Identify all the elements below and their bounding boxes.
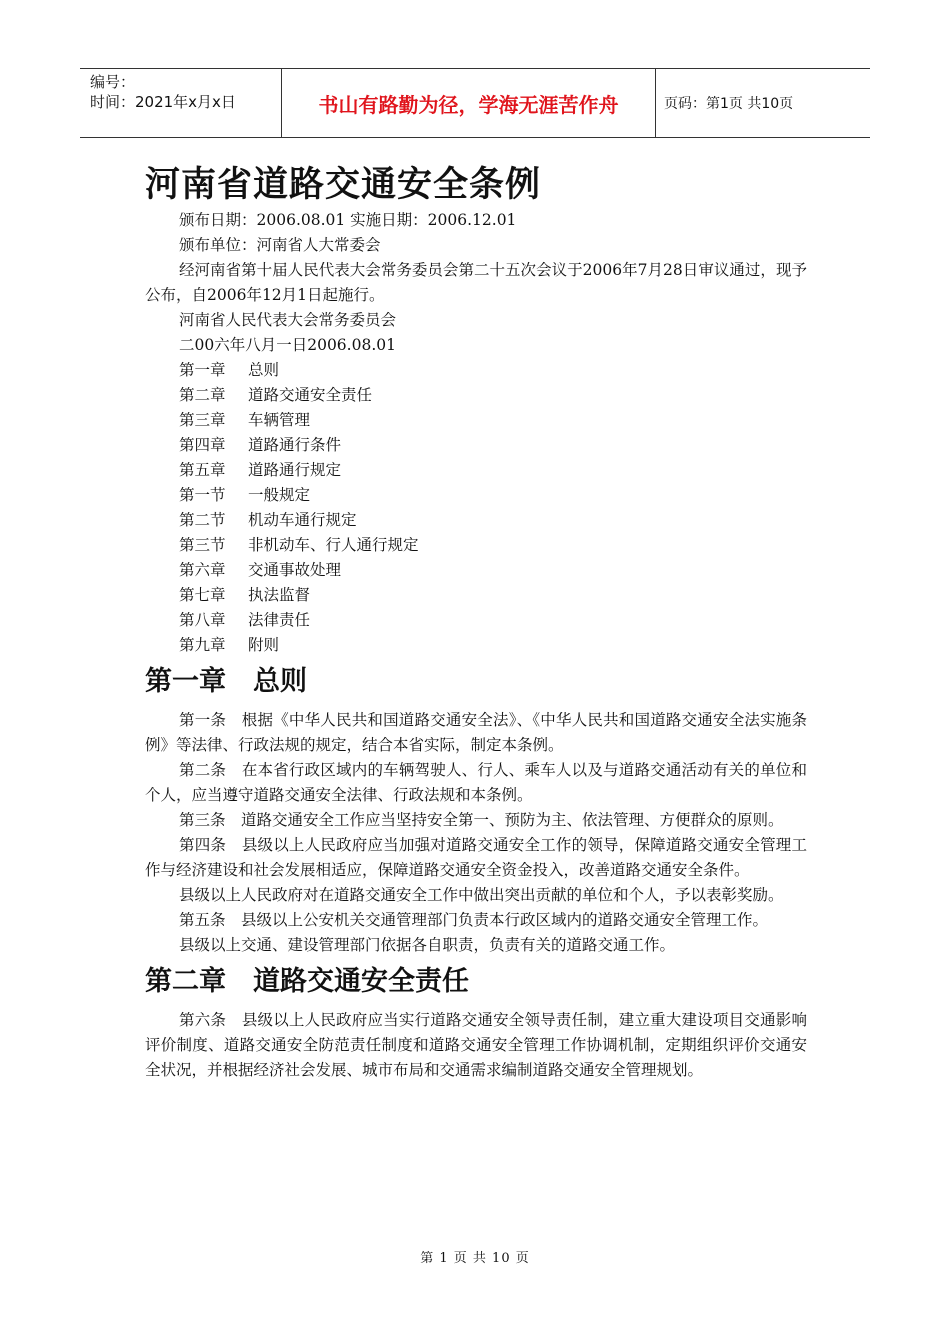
header-page-info: 页码：第1页 共10页 bbox=[664, 96, 794, 112]
toc-item bbox=[145, 433, 807, 458]
toc-num: 第七章 bbox=[179, 586, 226, 604]
article-paragraph: 县级以上人民政府对在道路交通安全工作中做出突出贡献的单位和个人，予以表彰奖励。 bbox=[179, 886, 784, 904]
toc-item bbox=[145, 408, 807, 433]
toc-item bbox=[145, 558, 807, 583]
header-motto: 书山有路勤为径，学海无涯苦作舟 bbox=[281, 69, 656, 137]
chapter-heading: 第二章 道路交通安全责任 bbox=[145, 966, 469, 997]
number-label: 编号： bbox=[90, 73, 136, 91]
toc-num: 第一节 bbox=[179, 486, 226, 504]
toc-item bbox=[145, 508, 807, 533]
toc-title: 一般规定 bbox=[248, 486, 311, 504]
toc-title: 总则 bbox=[248, 361, 280, 379]
toc-title: 机动车通行规定 bbox=[248, 511, 357, 529]
meta-approval: 经河南省第十届人民代表大会常务委员会第二十五次会议于2006年7月28日审议通过，现予公布，自2006年12月1日起施行。 bbox=[145, 261, 807, 304]
toc-item bbox=[145, 633, 807, 658]
toc-title: 车辆管理 bbox=[248, 411, 311, 429]
toc-title: 执法监督 bbox=[248, 586, 311, 604]
toc-num: 第一章 bbox=[179, 361, 226, 379]
document-header bbox=[80, 68, 870, 138]
article-paragraph: 县级以上交通、建设管理部门依据各自职责，负责有关的道路交通工作。 bbox=[179, 936, 676, 954]
toc-title: 非机动车、行人通行规定 bbox=[248, 536, 419, 554]
toc-title: 道路通行规定 bbox=[248, 461, 342, 479]
toc-item bbox=[145, 608, 807, 633]
toc-num: 第九章 bbox=[179, 636, 226, 654]
header-meta bbox=[80, 69, 280, 137]
meta-issuer: 颁布单位：河南省人大常委会 bbox=[179, 236, 381, 254]
document-title: 河南省道路交通安全条例 bbox=[145, 165, 542, 205]
toc-title: 法律责任 bbox=[248, 611, 311, 629]
toc-item bbox=[145, 483, 807, 508]
toc-num: 第五章 bbox=[179, 461, 226, 479]
chapter-heading: 第一章 总则 bbox=[145, 666, 307, 697]
meta-date-line: 二00六年八月一日2006.08.01 bbox=[179, 336, 396, 354]
toc-num: 第四章 bbox=[179, 436, 226, 454]
toc-num: 第六章 bbox=[179, 561, 226, 579]
toc-item bbox=[145, 383, 807, 408]
meta-committee: 河南省人民代表大会常务委员会 bbox=[179, 311, 397, 329]
time-label: 时间：2021年x月x日 bbox=[90, 93, 236, 111]
toc-title: 交通事故处理 bbox=[248, 561, 342, 579]
article-paragraph: 第五条 县级以上公安机关交通管理部门负责本行政区域内的道路交通安全管理工作。 bbox=[179, 911, 769, 929]
toc-item bbox=[145, 358, 807, 383]
toc-num: 第三章 bbox=[179, 411, 226, 429]
toc-item bbox=[145, 533, 807, 558]
toc-num: 第二节 bbox=[179, 511, 226, 529]
article-paragraph: 第三条 道路交通安全工作应当坚持安全第一、预防为主、依法管理、方便群众的原则。 bbox=[179, 811, 784, 829]
toc-num: 第八章 bbox=[179, 611, 226, 629]
table-of-contents bbox=[145, 358, 807, 658]
toc-title: 道路交通安全责任 bbox=[248, 386, 373, 404]
article-paragraph: 第一条 根据《中华人民共和国道路交通安全法》、《中华人民共和国道路交通安全法实施条例》等法律、行政法规的规定，结合本省实际，制定本条例。 bbox=[145, 711, 807, 754]
toc-title: 道路通行条件 bbox=[248, 436, 342, 454]
meta-dates: 颁布日期：2006.08.01 实施日期：2006.12.01 bbox=[179, 211, 517, 229]
toc-item bbox=[145, 458, 807, 483]
toc-item bbox=[145, 583, 807, 608]
article-paragraph: 第二条 在本省行政区域内的车辆驾驶人、行人、乘车人以及与道路交通活动有关的单位和个人，应当遵守道路交通安全法律、行政法规和本条例。 bbox=[145, 761, 807, 804]
toc-title: 附则 bbox=[248, 636, 280, 654]
document-body bbox=[145, 160, 807, 1083]
article-paragraph: 第四条 县级以上人民政府应当加强对道路交通安全工作的领导，保障道路交通安全管理工作与经济建设和社会发展相适应，保障道路交通安全资金投入，改善道路交通安全条件。 bbox=[145, 836, 807, 879]
page-footer: 第 1 页 共 10 页 bbox=[420, 1251, 530, 1266]
toc-num: 第二章 bbox=[179, 386, 226, 404]
toc-num: 第三节 bbox=[179, 536, 226, 554]
article-paragraph: 第六条 县级以上人民政府应当实行道路交通安全领导责任制，建立重大建设项目交通影响评价制度、道路交通安全防范责任制度和道路交通安全管理工作协调机制，定期组织评价交通安全状况，并根据经济社会发展、城市布局和交通需求编制道路交通安全管理规划。 bbox=[145, 1011, 807, 1079]
